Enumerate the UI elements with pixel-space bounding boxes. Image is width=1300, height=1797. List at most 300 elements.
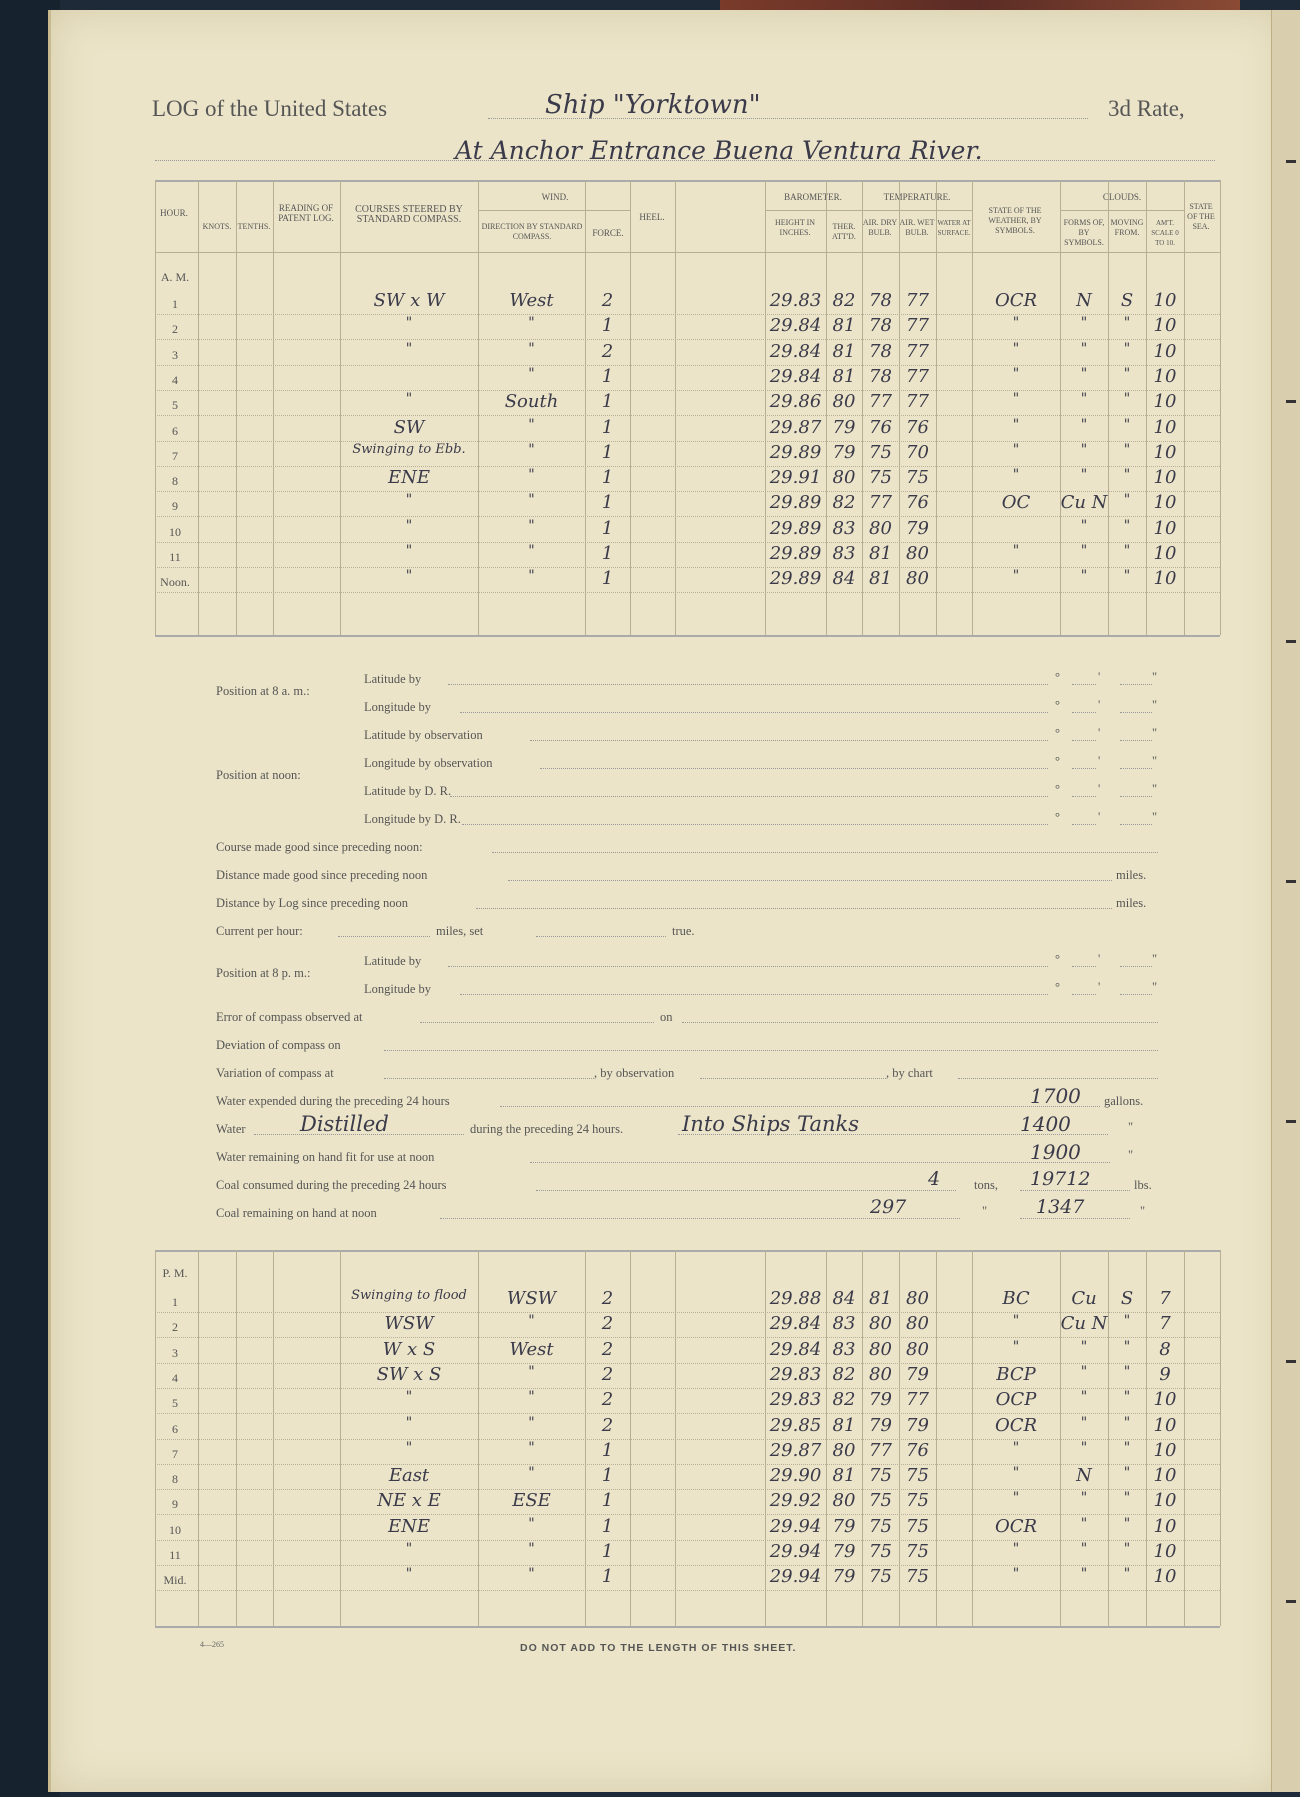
col-patent-log: READING OF PATENT LOG. [278, 203, 334, 223]
pm-hour-8: 8 [172, 1472, 178, 1487]
am-dry-cell: 77 [869, 391, 892, 413]
position-min-mark: ' [1098, 726, 1101, 740]
pm-course-cell: W x S [382, 1338, 436, 1360]
water-expended-label: Water expended during the preceding 24 hours [216, 1094, 450, 1108]
anchor-location: At Anchor Entrance Buena Ventura River. [455, 136, 983, 165]
pm-wet-cell: 76 [906, 1439, 929, 1461]
col-hour: HOUR. [160, 208, 188, 218]
pm-force-cell: 1 [601, 1490, 614, 1512]
position-min-line [1072, 768, 1096, 769]
am-hour-12: Noon. [160, 575, 190, 590]
am-dry-cell: 78 [869, 315, 892, 337]
am-course-cell: Swinging to Ebb. [352, 441, 466, 457]
pm-amt-cell: 10 [1153, 1439, 1177, 1461]
pm-baro-cell: 29.94 [769, 1566, 822, 1588]
pm-amt-cell: 10 [1153, 1465, 1177, 1487]
am-amt-cell: 10 [1153, 467, 1177, 489]
am-amt-cell: 10 [1153, 391, 1177, 413]
pm-dir-cell: " [528, 1515, 535, 1532]
pos8am-lon-line [460, 712, 1048, 713]
pm-hour-7: 7 [172, 1446, 178, 1461]
position-deg-mark: ° [1055, 698, 1060, 712]
dist-good-miles: miles. [1116, 868, 1147, 882]
coal-remaining-label: Coal remaining on hand at noon [216, 1206, 377, 1220]
am-weather-cell: " [1012, 441, 1020, 458]
am-moving-cell: " [1123, 543, 1131, 559]
am-wet-cell: 77 [906, 315, 929, 337]
deviation-label: Deviation of compass on [216, 1038, 341, 1052]
am-force-cell: 1 [601, 467, 614, 489]
coal-consumed-lbs: 19712 [1030, 1168, 1091, 1190]
am-moving-cell: " [1123, 340, 1131, 357]
am-ther-cell: 83 [832, 517, 856, 539]
position-sec-mark: " [1152, 980, 1158, 994]
pm-moving-cell: " [1123, 1439, 1131, 1456]
position-min-line [1072, 824, 1096, 825]
pm-hour-10: 10 [169, 1522, 181, 1537]
pm-course-cell: ENE [387, 1515, 431, 1537]
pm-weather-cell: " [1012, 1439, 1020, 1456]
am-course-cell: ENE [387, 467, 431, 489]
am-moving-cell: " [1123, 315, 1131, 332]
pm-bottom-rule [155, 1626, 1220, 1628]
ship-name: Ship "Yorktown" [545, 90, 761, 120]
am-weather-cell: " [1012, 568, 1020, 585]
pm-dry-cell: 75 [869, 1566, 892, 1588]
pm-dry-cell: 80 [869, 1338, 892, 1360]
noon-lon-obs-line [540, 768, 1048, 769]
position-sec-mark: " [1152, 670, 1158, 684]
pm-course-cell: WSW [384, 1313, 434, 1335]
water-remaining-line [530, 1162, 1110, 1163]
am-dir-cell: " [528, 543, 535, 559]
am-hour-1: 1 [172, 297, 178, 311]
error-compass-on: on [660, 1010, 673, 1024]
am-ther-cell: 80 [832, 467, 856, 489]
pm-dry-cell: 75 [869, 1490, 892, 1512]
pm-label: P. M. [162, 1266, 188, 1280]
dist-log-miles: miles. [1116, 896, 1147, 910]
position-min-mark: ' [1098, 698, 1101, 712]
am-wet-cell: 70 [906, 441, 929, 463]
dist-good-line [508, 880, 1112, 881]
am-col-rule [1220, 180, 1221, 635]
pm-dry-cell: 79 [869, 1389, 892, 1411]
am-force-cell: 1 [601, 492, 614, 514]
am-weather-cell: OCR [994, 290, 1038, 311]
am-course-cell: " [405, 568, 413, 585]
pm-force-cell: 2 [601, 1338, 614, 1360]
pm-form-cell: " [1080, 1566, 1088, 1583]
pm-moving-cell: S [1120, 1288, 1134, 1309]
water-label: Water [216, 1122, 246, 1136]
pm-ther-cell: 81 [832, 1414, 856, 1436]
position-deg-mark: ° [1055, 810, 1060, 824]
pm-force-cell: 1 [601, 1515, 614, 1537]
pm-amt-cell: 10 [1153, 1541, 1177, 1562]
am-dir-cell: " [528, 416, 535, 433]
am-weather-cell: " [1012, 543, 1020, 559]
error-compass-label: Error of compass observed at [216, 1010, 363, 1024]
pm-moving-cell: " [1123, 1515, 1131, 1532]
pm-dir-cell: ESE [512, 1490, 551, 1512]
pm-dry-cell: 79 [869, 1414, 892, 1436]
pm-ther-cell: 84 [832, 1288, 856, 1309]
position-min-line [1072, 966, 1096, 967]
pm-course-cell: East [388, 1465, 430, 1487]
am-dry-cell: 75 [869, 467, 892, 489]
position-sec-mark: " [1152, 698, 1158, 712]
position-min-line [1072, 684, 1096, 685]
pm-dry-cell: 75 [869, 1541, 892, 1562]
am-wet-cell: 77 [906, 340, 929, 362]
pos8am-lat-label: Latitude by [364, 672, 422, 686]
position-8pm-label: Position at 8 p. m.: [216, 966, 311, 980]
am-form-cell: " [1080, 517, 1088, 534]
col-baro-height: HEIGHT IN INCHES. [774, 218, 816, 237]
am-baro-cell: 29.89 [769, 543, 822, 564]
coal-remaining-lbs-line [1020, 1218, 1130, 1219]
pm-weather-cell: OCR [994, 1515, 1038, 1537]
am-amt-cell: 10 [1153, 315, 1177, 337]
col-air-dry: AIR. DRY BULB. [862, 218, 898, 237]
pm-course-cell: " [405, 1541, 413, 1557]
pm-amt-cell: 10 [1153, 1566, 1177, 1588]
position-min-mark: ' [1098, 670, 1101, 684]
am-force-cell: 1 [601, 416, 614, 438]
noon-lat-obs-line [530, 740, 1048, 741]
am-form-cell: Cu N [1060, 492, 1108, 514]
am-baro-cell: 29.83 [769, 290, 822, 311]
pm-dir-cell: West [509, 1338, 554, 1360]
pm-baro-cell: 29.88 [769, 1288, 822, 1309]
am-form-cell: " [1080, 365, 1088, 382]
variation-chart-line [958, 1078, 1158, 1079]
am-baro-cell: 29.87 [769, 416, 822, 438]
am-amt-cell: 10 [1153, 441, 1177, 463]
pm-form-cell: " [1080, 1363, 1088, 1380]
pm-moving-cell: " [1123, 1541, 1131, 1557]
am-wet-cell: 79 [906, 517, 929, 539]
am-amt-cell: 10 [1153, 517, 1177, 539]
pm-ther-cell: 80 [832, 1439, 856, 1461]
am-force-cell: 2 [601, 290, 614, 311]
am-form-cell: " [1080, 315, 1088, 332]
pm-baro-cell: 29.92 [769, 1490, 822, 1512]
am-wet-cell: 76 [906, 492, 929, 514]
am-dir-cell: South [504, 391, 559, 413]
am-moving-cell: " [1123, 568, 1131, 585]
pm-form-cell: " [1080, 1414, 1088, 1431]
position-min-mark: ' [1098, 754, 1101, 768]
am-moving-cell: " [1123, 517, 1131, 534]
pm-amt-cell: 10 [1153, 1515, 1177, 1537]
am-dry-cell: 76 [869, 416, 892, 438]
footer-notice: DO NOT ADD TO THE LENGTH OF THIS SHEET. [520, 1642, 797, 1654]
water-expended-line [500, 1106, 1100, 1107]
am-form-cell: " [1080, 467, 1088, 484]
col-wind-force: FORCE. [592, 228, 624, 238]
error-compass-line [420, 1022, 654, 1023]
pos8am-lon-label: Longitude by [364, 700, 432, 714]
pos8pm-lat-line [448, 966, 1048, 967]
pm-moving-cell: " [1123, 1313, 1131, 1330]
am-amt-cell: 10 [1153, 543, 1177, 564]
am-moving-cell: S [1120, 290, 1134, 311]
pm-wet-cell: 80 [906, 1338, 929, 1360]
am-ther-cell: 80 [832, 391, 856, 413]
pm-dir-cell: WSW [506, 1288, 557, 1309]
pm-dry-cell: 81 [869, 1288, 892, 1309]
am-force-cell: 1 [601, 543, 614, 564]
pm-row-rule [155, 1590, 1220, 1591]
noon-lon-dr-label: Longitude by D. R. [364, 812, 461, 826]
water-during-label: during the preceding 24 hours. [470, 1122, 624, 1136]
pm-dir-cell: " [528, 1363, 535, 1380]
position-deg-mark: ° [1055, 670, 1060, 684]
pm-form-cell: N [1076, 1465, 1092, 1487]
pm-baro-cell: 29.84 [769, 1338, 822, 1360]
am-moving-cell: " [1123, 441, 1131, 458]
am-bottom-rule [155, 635, 1220, 637]
position-deg-mark: ° [1055, 980, 1060, 994]
pm-form-cell: " [1080, 1541, 1088, 1557]
am-form-cell: " [1080, 391, 1088, 408]
position-sec-line [1120, 712, 1152, 713]
coal-consumed-line [536, 1190, 956, 1191]
pm-hour-3: 3 [172, 1345, 178, 1360]
dist-good-label: Distance made good since preceding noon [216, 868, 428, 882]
position-sec-line [1120, 966, 1152, 967]
coal-remaining-tons: 297 [870, 1196, 907, 1218]
am-amt-cell: 10 [1153, 568, 1177, 590]
col-sea: STATE OF THE SEA. [1187, 202, 1215, 231]
position-min-mark: ' [1098, 782, 1101, 796]
pos8pm-lon-line [460, 994, 1048, 995]
am-weather-cell: " [1012, 340, 1020, 357]
am-force-cell: 1 [601, 441, 614, 463]
am-course-cell: " [405, 543, 413, 559]
am-dry-cell: 81 [869, 568, 892, 590]
col-cloud-amount: AM'T. SCALE 0 TO 10. [1151, 219, 1179, 247]
am-dry-cell: 80 [869, 517, 892, 539]
water-gallons: gallons. [1104, 1094, 1144, 1108]
coal-consumed-tons: 4 [928, 1168, 941, 1190]
col-knots: KNOTS. [202, 222, 232, 231]
pm-form-cell: " [1080, 1490, 1088, 1507]
am-hour-11: 11 [169, 550, 181, 564]
pm-hour-9: 9 [172, 1497, 178, 1512]
dist-log-line [476, 908, 1112, 909]
am-form-cell: " [1080, 340, 1088, 357]
am-hour-4: 4 [172, 372, 178, 387]
am-row-rule [155, 592, 1220, 593]
pm-course-cell: " [405, 1414, 413, 1431]
col-wind: WIND. [541, 192, 569, 202]
current-line [338, 936, 430, 937]
col-clouds: CLOUDS. [1102, 192, 1142, 202]
am-course-cell: " [405, 391, 413, 408]
am-hour-7: 7 [172, 448, 178, 463]
pm-force-cell: 1 [601, 1439, 614, 1461]
pm-amt-cell: 7 [1159, 1288, 1171, 1309]
pm-baro-cell: 29.84 [769, 1313, 822, 1335]
col-wind-dir: DIRECTION BY STANDARD COMPASS. [481, 222, 583, 241]
pm-baro-cell: 29.94 [769, 1541, 822, 1562]
pm-force-cell: 2 [601, 1288, 614, 1309]
am-wet-cell: 75 [906, 467, 929, 489]
am-weather-cell: " [1012, 416, 1020, 433]
am-dir-cell: " [528, 517, 535, 534]
pm-course-cell: Swinging to flood [351, 1288, 467, 1303]
am-course-cell: SW [393, 416, 425, 438]
am-force-cell: 1 [601, 315, 614, 337]
position-sec-mark: " [1152, 810, 1158, 824]
am-baro-cell: 29.91 [769, 467, 822, 489]
pm-dry-cell: 77 [869, 1439, 892, 1461]
dist-log-label: Distance by Log since preceding noon [216, 896, 408, 910]
am-course-cell: " [405, 492, 413, 509]
col-courses: COURSES STEERED BY STANDARD COMPASS. [355, 204, 463, 225]
pm-weather-cell: " [1012, 1313, 1020, 1330]
am-dir-cell: " [528, 365, 535, 382]
am-ther-cell: 79 [832, 441, 856, 463]
am-moving-cell: " [1123, 416, 1131, 433]
pm-form-cell: " [1080, 1439, 1088, 1456]
col-air-wet: AIR. WET BULB. [899, 218, 935, 237]
noon-lat-dr-label: Latitude by D. R. [364, 784, 452, 798]
pm-dir-cell: " [528, 1414, 535, 1431]
log-title: LOG of the United States [152, 96, 388, 121]
coal-remaining-ditto: " [982, 1204, 988, 1218]
pos8pm-lon-label: Longitude by [364, 982, 432, 996]
pm-weather-cell: " [1012, 1465, 1020, 1482]
pm-dry-cell: 75 [869, 1515, 892, 1537]
col-cloud-forms: FORMS OF, BY SYMBOLS. [1063, 218, 1105, 247]
pm-baro-cell: 29.83 [769, 1363, 822, 1385]
am-dir-cell: " [528, 340, 535, 357]
pm-force-cell: 2 [601, 1363, 614, 1385]
variation-line [384, 1078, 594, 1079]
position-min-line [1072, 740, 1096, 741]
pm-wet-cell: 79 [906, 1414, 929, 1436]
pm-form-cell: Cu N [1060, 1313, 1108, 1335]
am-baro-cell: 29.89 [769, 441, 822, 463]
am-baro-cell: 29.89 [769, 568, 822, 590]
am-force-cell: 1 [601, 517, 614, 539]
water-distilled-ditto: " [1128, 1120, 1134, 1134]
pm-course-cell: " [405, 1439, 413, 1456]
position-sec-line [1120, 796, 1152, 797]
water-remaining-ditto: " [1128, 1148, 1134, 1162]
pm-weather-cell: " [1012, 1490, 1020, 1507]
pm-dir-cell: " [528, 1566, 535, 1583]
pm-hour-1: 1 [172, 1295, 178, 1309]
pm-baro-cell: 29.87 [769, 1439, 822, 1461]
am-amt-cell: 10 [1153, 492, 1177, 514]
am-form-cell: " [1080, 543, 1088, 559]
position-deg-mark: ° [1055, 952, 1060, 966]
col-weather: STATE OF THE WEATHER, BY SYMBOLS. [988, 206, 1042, 235]
pm-ther-cell: 82 [832, 1363, 856, 1385]
am-weather-cell: " [1012, 315, 1020, 332]
pm-ther-cell: 79 [832, 1515, 856, 1537]
pm-baro-cell: 29.90 [769, 1465, 822, 1487]
position-noon-label: Position at noon: [216, 768, 301, 782]
am-wet-cell: 76 [906, 416, 929, 438]
pm-wet-cell: 75 [906, 1490, 929, 1512]
pm-wet-cell: 80 [906, 1313, 929, 1335]
pm-moving-cell: " [1123, 1338, 1131, 1355]
pm-moving-cell: " [1123, 1414, 1131, 1431]
am-weather-cell: " [1012, 365, 1020, 382]
am-force-cell: 1 [601, 568, 614, 590]
pm-force-cell: 1 [601, 1465, 614, 1487]
pm-ther-cell: 79 [832, 1566, 856, 1588]
pm-course-cell: SW x S [376, 1363, 442, 1385]
am-dry-cell: 78 [869, 340, 892, 362]
am-ther-cell: 81 [832, 315, 856, 337]
deviation-line [384, 1050, 1158, 1051]
position-8am-label: Position at 8 a. m.: [216, 684, 310, 698]
col-heel: HEEL. [639, 212, 665, 222]
pm-moving-cell: " [1123, 1389, 1131, 1406]
am-wet-cell: 77 [906, 365, 929, 387]
am-header-bottom-rule [155, 252, 1220, 253]
am-course-cell: " [405, 517, 413, 534]
position-sec-line [1120, 824, 1152, 825]
pm-amt-cell: 10 [1153, 1389, 1177, 1411]
coal-remaining-lbs: 1347 [1036, 1196, 1085, 1218]
am-dir-cell: " [528, 492, 535, 509]
pm-col-rule [1220, 1250, 1221, 1626]
form-number: 4—265 [200, 1640, 224, 1649]
pm-weather-cell: " [1012, 1338, 1020, 1355]
am-form-cell: " [1080, 416, 1088, 433]
pm-weather-cell: OCR [994, 1414, 1038, 1436]
am-dir-cell: " [528, 315, 535, 332]
position-min-line [1072, 994, 1096, 995]
pm-amt-cell: 9 [1159, 1363, 1171, 1385]
noon-lon-obs-label: Longitude by observation [364, 756, 493, 770]
coal-remaining-line [440, 1218, 960, 1219]
current-miles-set: miles, set [436, 924, 484, 938]
am-dir-cell: West [509, 290, 554, 311]
am-amt-cell: 10 [1153, 416, 1177, 438]
pm-amt-cell: 10 [1153, 1490, 1177, 1512]
pm-course-cell: " [405, 1389, 413, 1406]
pm-baro-cell: 29.94 [769, 1515, 822, 1537]
col-water-surface: WATER AT SURFACE. [937, 219, 971, 237]
am-course-cell: " [405, 340, 413, 357]
course-good-line [492, 852, 1158, 853]
am-dry-cell: 75 [869, 441, 892, 463]
am-force-cell: 1 [601, 391, 614, 413]
pm-weather-cell: " [1012, 1566, 1020, 1583]
am-amt-cell: 10 [1153, 365, 1177, 387]
current-set-line [536, 936, 666, 937]
pm-course-cell: NE x E [377, 1490, 441, 1512]
coal-remaining-lbs-ditto: " [1140, 1204, 1146, 1218]
position-min-line [1072, 712, 1096, 713]
pos8pm-lat-label: Latitude by [364, 954, 422, 968]
pm-dir-cell: " [528, 1439, 535, 1456]
course-good-label: Course made good since preceding noon: [216, 840, 423, 854]
position-min-line [1072, 796, 1096, 797]
pm-form-cell: " [1080, 1338, 1088, 1355]
am-moving-cell: " [1123, 365, 1131, 382]
am-ther-cell: 84 [832, 568, 856, 590]
